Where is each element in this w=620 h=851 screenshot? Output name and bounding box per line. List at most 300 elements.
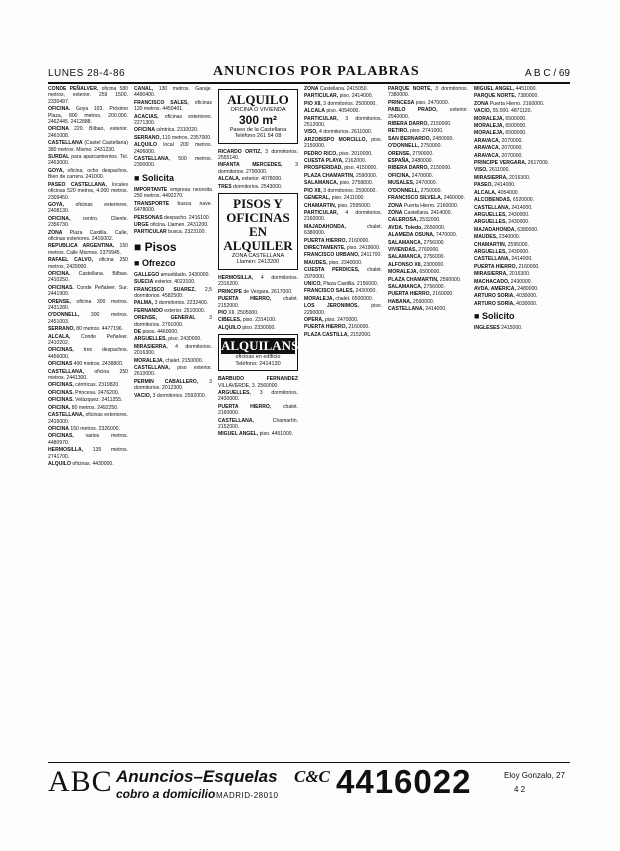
- classified-ad: [388, 291, 468, 297]
- classified-ad: [218, 376, 298, 389]
- ad-heading: ALAMEDA OSUNA,: [388, 232, 435, 239]
- ad-body: 6500000.: [504, 123, 527, 130]
- classified-ad: [474, 167, 554, 173]
- classified-ad: [304, 151, 382, 157]
- ad-body: Conde Peñalver. 2410202.: [48, 333, 128, 347]
- section-heading: ■ Solicita: [134, 173, 212, 184]
- classified-ad: [304, 195, 382, 201]
- ad-body: 4030000.: [514, 300, 538, 307]
- ad-heading: MAUDES,: [304, 259, 328, 266]
- classified-ad: [388, 151, 468, 157]
- ad-body: piso. 2470000.: [414, 99, 450, 106]
- ad-heading: SALAMANCA,: [388, 239, 423, 246]
- ad-body: 3 dormitorios. 2430000.: [218, 390, 298, 403]
- classified-ad: [48, 397, 128, 403]
- ad-body: oficina 300 metros. 2431280.: [48, 298, 128, 311]
- ad-heading: ALQUILO: [48, 460, 71, 467]
- classified-ad: [474, 86, 554, 92]
- ad-body: Velázquez. 2411255.: [73, 397, 123, 404]
- classified-ad: [304, 303, 382, 316]
- ad-heading: ZONA: [388, 202, 403, 209]
- ad-heading: SUECIA: [134, 279, 154, 286]
- ad-body: 4451000.: [514, 86, 537, 92]
- ad-heading: FRANCISCO SUAREZ,: [134, 286, 196, 293]
- ad-body: oficinas. 4430000.: [70, 460, 114, 467]
- classified-ad: [48, 285, 128, 298]
- classified-ad: [48, 106, 128, 125]
- classified-ad: [48, 347, 128, 360]
- classified-ad: [48, 257, 128, 270]
- ad-heading: MORALEJA,: [134, 357, 164, 364]
- boxed-ad-line: 300 m²: [238, 112, 278, 127]
- section-title: ANUNCIOS POR PALABRAS: [213, 64, 420, 79]
- footer-subtitle: cobro a domicilio: [116, 787, 216, 801]
- classified-ad: [388, 107, 468, 120]
- ad-body: 2590000.: [411, 298, 435, 305]
- ad-heading: SURDAL: [48, 154, 70, 161]
- ad-body: 80 metros. 2492250.: [70, 404, 119, 411]
- classified-ad: [474, 256, 554, 262]
- classified-ad: [134, 272, 212, 278]
- ad-heading: ARAVACA,: [474, 137, 501, 144]
- ad-heading: PARTICULAR,: [304, 115, 339, 122]
- ad-heading: ALCALA,: [48, 333, 71, 340]
- ad-body: 2162000.: [343, 158, 367, 165]
- classified-ad: [388, 128, 468, 134]
- ad-body: oficina 250 metros, 2429000.: [48, 257, 128, 270]
- classified-ad: [304, 86, 382, 92]
- ad-heading: TRANSPORTE: [134, 200, 170, 207]
- ad-heading: PASEO,: [474, 182, 493, 189]
- classified-ad: [474, 293, 554, 299]
- classified-ad: [304, 317, 382, 323]
- classified-ad: [474, 205, 554, 211]
- ad-body: 6520000.: [511, 197, 535, 204]
- classified-ad: [48, 230, 128, 243]
- classified-ad: [474, 130, 554, 136]
- classified-ad: [388, 143, 468, 149]
- classified-ad: [474, 301, 554, 307]
- ad-heading: OFICINAS.: [48, 284, 74, 291]
- classified-ad: [48, 140, 128, 153]
- ad-heading: OFICINAS,: [48, 347, 74, 354]
- ad-body: 2480000.: [431, 135, 454, 142]
- classified-ad: [134, 365, 212, 378]
- ad-heading: PIO: [218, 309, 227, 316]
- classified-ad: [388, 247, 468, 253]
- ad-heading: ARGUELLES,: [134, 336, 167, 343]
- ad-heading: CONDE PEÑALVER,: [48, 86, 99, 92]
- classified-ad: [388, 254, 468, 260]
- classified-ad: [48, 312, 128, 325]
- ad-body: piso. 2758800.: [338, 180, 374, 187]
- ad-body: oficinas exteriores. 2271300.: [134, 113, 212, 127]
- ad-body: Plaza Castilla. Calle, oficinas exteriores. 2416002.: [48, 229, 128, 242]
- ad-heading: MORALEJA,: [388, 269, 418, 276]
- ad-heading: INFANTA MERCEDES,: [218, 162, 283, 169]
- classified-ad: [304, 296, 382, 302]
- ad-heading: PERMIN CABALLERO,: [134, 378, 199, 385]
- classified-ad: [48, 361, 128, 367]
- ad-body: 2160000.: [347, 324, 370, 331]
- ad-heading: PUERTA HIERRO,: [304, 237, 348, 244]
- ad-heading: HABANA,: [388, 298, 412, 305]
- ad-body: 7470000.: [434, 232, 458, 239]
- ad-body: chalet. 2160000.: [218, 403, 298, 417]
- ad-heading: SALAMANCA,: [304, 180, 339, 187]
- ad-body: 4 dormitorios. 2316200.: [218, 274, 298, 288]
- classified-ad: [304, 173, 382, 179]
- ad-heading: VACIO,: [474, 108, 492, 115]
- ad-body: Plaza Castilla. 2156000.: [321, 280, 379, 287]
- ad-body: 2760000.: [416, 246, 440, 253]
- boxed-ad: [218, 193, 298, 270]
- ad-body: 2430000.: [509, 278, 533, 285]
- ad-body: 3 dormitorios. 7380000.: [388, 86, 468, 99]
- ad-body: piso. 2150000.: [304, 136, 382, 150]
- ad-heading: RAFAEL CALVO,: [48, 257, 94, 264]
- ad-heading: GOYA,: [48, 201, 64, 208]
- classified-ad: [388, 136, 468, 142]
- classified-ad: [134, 358, 212, 364]
- ad-heading: CASTELLANA,: [48, 412, 84, 419]
- ad-body: piso. 2430000.: [166, 336, 202, 343]
- ad-body: (Castel Castellana) 380 metros. Mismo. 2431230.: [48, 140, 128, 153]
- classified-ad: [134, 135, 212, 141]
- ad-body: 2480000.: [515, 285, 539, 292]
- classified-ad: [134, 279, 212, 285]
- ad-body: 2414000.: [509, 204, 533, 211]
- classified-ad: [474, 153, 554, 159]
- ad-body: 7380000.: [516, 93, 539, 100]
- classified-ad: [48, 447, 128, 460]
- ad-heading: OFICINA: [48, 425, 69, 432]
- ad-body: piso. 2330000.: [240, 324, 276, 331]
- ad-heading: MIRASIERRA,: [474, 271, 508, 278]
- ad-heading: ALFONSO XII,: [388, 261, 422, 268]
- ad-heading: DIRECTAMENTE,: [304, 244, 346, 251]
- classified-ad: [388, 121, 468, 127]
- ad-heading: ORENSE, GENERAL: [134, 315, 196, 322]
- classified-ad: [304, 224, 382, 237]
- ad-body: 2590000.: [354, 172, 378, 179]
- ad-body: exterior. 4078000.: [240, 176, 283, 183]
- classified-ad: [304, 203, 382, 209]
- ad-heading: VISO,: [304, 129, 318, 136]
- classified-ad: [134, 336, 212, 342]
- ad-heading: IMPORTANTE: [134, 186, 168, 193]
- classified-ad: [134, 156, 212, 169]
- footer-brand: C&C: [294, 767, 330, 786]
- ad-heading: PUERTA HIERRO,: [218, 296, 272, 303]
- ad-heading: OFICINA.: [48, 106, 71, 113]
- ad-heading: PUERTA HIERRO,: [218, 403, 272, 410]
- ad-body: oficina. Llamen. 2431200.: [148, 221, 209, 228]
- classified-ad: [388, 188, 468, 194]
- ad-heading: PLAZA CHAMARTIN,: [388, 276, 439, 283]
- ad-body: exterior. 2510000.: [162, 307, 206, 314]
- ad-heading: LOS JERONIMOS,: [304, 303, 359, 310]
- classified-ad: [48, 426, 128, 432]
- classified-ad: [388, 158, 468, 164]
- ad-heading: AVDA. AMERICA,: [474, 285, 516, 292]
- ad-heading: ESPAÑA,: [388, 158, 411, 165]
- ad-body: 2750000.: [419, 143, 442, 150]
- ad-body: 2756000.: [422, 239, 445, 246]
- classified-ad: [48, 202, 128, 215]
- ad-heading: CASTELLANA,: [474, 256, 510, 263]
- ad-body: Princesa. 2476200.: [73, 389, 120, 396]
- ad-body: despacho. 2416100.: [162, 214, 211, 221]
- ad-body: 300 metros. 2451003.: [48, 312, 128, 325]
- ad-heading: PALMA,: [134, 300, 154, 307]
- classified-ad: [388, 217, 468, 223]
- ad-heading: PERSONAS: [134, 214, 163, 221]
- boxed-ad-line: oficinas en edificio: [235, 354, 281, 361]
- boxed-ad-title: ALQUILO: [227, 92, 289, 107]
- ad-heading: SALAMANCA,: [388, 254, 423, 261]
- classified-ad: [218, 296, 298, 309]
- ad-heading: INGLESES: [474, 325, 500, 332]
- ad-heading: PUERTA HIERRO,: [474, 263, 518, 270]
- classified-ad: [388, 240, 468, 246]
- ad-body: Puerta Hierro. 2160000.: [402, 202, 459, 209]
- ad-body: 3 dormitorios. 2592000.: [151, 392, 207, 399]
- ad-heading: UNICO,: [304, 280, 322, 287]
- classified-ad: [48, 382, 128, 388]
- ad-body: 2150000.: [428, 165, 452, 172]
- ad-body: 80 metros. 4477196.: [74, 326, 124, 333]
- ad-body: 220. Bilbao, exterior. 2461008.: [48, 126, 128, 139]
- classified-ad: [304, 267, 382, 280]
- ad-heading: REPUBLICA ARGENTINA,: [48, 243, 115, 250]
- ad-body: pisos. 4460000.: [141, 328, 179, 335]
- ad-body: 2532000.: [418, 217, 441, 224]
- ad-heading: MIGUEL ANGEL,: [218, 431, 259, 438]
- classified-ad: [388, 232, 468, 238]
- ad-body: 2595000.: [506, 241, 529, 248]
- ad-body: Castellana. 2414000.: [402, 209, 452, 216]
- boxed-ad: [218, 334, 307, 371]
- ad-body: Goya 103. Próximo Plaza, 800 metros, 200.000. 2462445. 2412888.: [48, 106, 128, 126]
- ad-heading: PUERTA HIERRO,: [388, 291, 432, 298]
- ad-body: 2617000.: [526, 160, 550, 167]
- ad-body: piso. 4451000.: [258, 431, 294, 438]
- classified-ad: [134, 114, 212, 127]
- ad-heading: PRINCESA: [388, 99, 415, 106]
- ad-body: oficina, ocho despachos. Bien de carrera. 241000.: [48, 167, 128, 181]
- classified-ad: [474, 219, 554, 225]
- footer-title: Anuncios–Esquelas: [116, 767, 278, 786]
- ad-body: 2756000.: [422, 254, 445, 261]
- ad-body: 2152000.: [348, 331, 372, 338]
- classified-ad: [134, 215, 212, 221]
- ad-body: 2650000.: [422, 224, 446, 231]
- ad-body: céntricas. 2319820.: [73, 382, 120, 389]
- ad-body: piso. 2414000.: [338, 93, 373, 100]
- classified-ad: [134, 344, 212, 357]
- classified-ad: [474, 271, 554, 277]
- ad-heading: HERMOSILLA,: [48, 447, 84, 454]
- ad-body: 2070000.: [500, 152, 523, 159]
- ad-body: VILLAVERDE, 3. 2560000.: [218, 382, 279, 389]
- classified-ad: [48, 326, 128, 332]
- ad-heading: SALAMANCA,: [388, 283, 423, 290]
- ad-heading: PASEO CASTELLANA,: [48, 181, 107, 188]
- ad-body: 2070000.: [500, 145, 523, 152]
- ad-body: Puerta Hierro. 2160000.: [488, 100, 545, 107]
- classified-ad: [474, 138, 554, 144]
- classified-ad: [134, 287, 212, 300]
- ad-heading: PUERTA HIERRO,: [304, 324, 348, 331]
- boxed-ad-line: Llamen: 2413200: [236, 259, 280, 266]
- classified-ad: [304, 238, 382, 244]
- ad-body: XII. 2505000.: [226, 309, 259, 316]
- ad-heading: ZONA: [304, 86, 319, 92]
- ad-heading: VISO,: [474, 167, 488, 174]
- classified-ad: [388, 203, 468, 209]
- ad-heading: OFICINAS,: [48, 382, 74, 389]
- ad-body: exterior. 4023100.: [153, 279, 196, 286]
- classified-ad: [388, 299, 468, 305]
- ad-body: 4 dormitorios. 2160000.: [304, 209, 382, 223]
- classified-ad: [218, 149, 298, 162]
- classified-ad: [388, 165, 468, 171]
- ad-body: busca nave. 6478000.: [134, 200, 212, 214]
- ad-heading: ALCALA,: [218, 176, 241, 183]
- ad-body: varios metros. 4480970.: [48, 433, 128, 446]
- classified-ad: [388, 86, 468, 99]
- ad-heading: ARGUELLES,: [474, 248, 507, 255]
- ad-heading: ARGUELLES,: [474, 211, 507, 218]
- ad-heading: OFICINA: [134, 127, 155, 134]
- ad-heading: PRINCIPE: [218, 288, 243, 295]
- ad-body: 2414000.: [423, 306, 447, 313]
- ad-heading: GOYA,: [48, 167, 64, 174]
- ad-body: 2160000.: [347, 237, 370, 244]
- footer-address: Eloy Gonzalo, 27: [504, 771, 565, 780]
- ad-body: 2016300.: [507, 174, 531, 181]
- ad-body: 2340000.: [497, 234, 521, 241]
- classified-ad: [388, 262, 468, 268]
- ad-body: 2470000.: [414, 180, 437, 187]
- classified-ad: [474, 93, 554, 99]
- ad-body: 3 dormitorios. 2232400.: [153, 300, 209, 307]
- boxed-ad-line: OFICINA O VIVIENDA: [230, 107, 286, 113]
- classified-ad: [48, 154, 128, 167]
- classified-columns: [48, 86, 570, 758]
- ad-heading: MIRASIERRA,: [474, 174, 508, 181]
- ad-heading: MIRASIERRA,: [134, 343, 168, 350]
- ad-heading: PEDRO RICO,: [304, 150, 338, 157]
- ad-body: chalet. 6500000.: [334, 295, 374, 302]
- ad-body: 3 dormitorios. 2012300.: [134, 378, 212, 392]
- classified-ad: [48, 369, 128, 382]
- ad-heading: CUESTA PERDICES,: [304, 267, 360, 274]
- ad-body: 2070000.: [500, 137, 523, 144]
- ad-body: 2300000.: [421, 261, 445, 268]
- ad-body: 2470000.: [410, 172, 434, 179]
- ad-heading: URGE: [134, 221, 149, 228]
- classified-ad: [134, 300, 212, 306]
- ad-heading: SERRANO,: [48, 326, 75, 333]
- footer-banner: [48, 762, 570, 803]
- ad-heading: PIO XII,: [304, 187, 322, 194]
- classified-ad: [474, 234, 554, 240]
- classified-ad: [134, 393, 212, 399]
- classified-ad: [304, 180, 382, 186]
- ad-body: Chamartín. 2152000.: [218, 417, 298, 431]
- classified-ad: [218, 162, 298, 175]
- classified-ad: [218, 275, 298, 288]
- classified-ad: [134, 229, 212, 235]
- ad-body: 2756000.: [422, 283, 445, 290]
- abc-logo: ABC: [48, 765, 113, 798]
- boxed-ad-line: Teléfono: 2414130: [235, 360, 281, 367]
- classified-ad: [474, 101, 554, 107]
- ad-body: 2611000.: [487, 167, 510, 174]
- classified-ad: [134, 308, 212, 314]
- ad-heading: RIBERA DARRO,: [388, 121, 429, 128]
- classified-ad: [48, 461, 128, 467]
- classified-ad: [218, 431, 298, 437]
- classified-ad: [48, 271, 128, 284]
- ad-heading: RETIRO,: [388, 128, 409, 135]
- ad-heading: PARTICULAR,: [304, 93, 339, 100]
- ad-heading: PIO XII,: [304, 100, 322, 107]
- issue-date: LUNES 28-4-86: [48, 68, 126, 79]
- ad-body: céntrica. 2310020.: [154, 127, 199, 134]
- ad-heading: VIVIENDAS,: [388, 246, 417, 253]
- ad-heading: ARTURO SORIA,: [474, 293, 515, 300]
- ad-body: 2790000.: [410, 150, 434, 157]
- ad-heading: OFICINAS: [48, 361, 73, 368]
- ad-body: 150 metros. Calle Mismos. 2379945.: [48, 243, 128, 256]
- ad-heading: ARZOBISPO MORCILLO,: [304, 136, 368, 143]
- ad-heading: O'DONNELL,: [388, 143, 420, 150]
- ad-heading: GENERAL,: [304, 195, 331, 202]
- ad-body: 4054000.: [496, 189, 520, 196]
- classified-ad: [134, 201, 212, 214]
- ad-body: piso. 2010000.: [337, 150, 373, 157]
- ad-body: 2750000.: [419, 187, 442, 194]
- classified-ad: [304, 165, 382, 171]
- classified-ad: [48, 390, 128, 396]
- ad-body: 2430000.: [354, 288, 377, 295]
- ad-body: 3 dormitorios. 2555140.: [218, 148, 298, 161]
- ad-heading: CANAL,: [134, 86, 154, 92]
- classified-ad: [388, 306, 468, 312]
- ad-heading: O'DONNELL,: [48, 312, 80, 319]
- classified-ad: [304, 137, 382, 150]
- classified-ad: [218, 317, 298, 323]
- classified-ad: [134, 187, 212, 200]
- classified-ad: [218, 390, 298, 403]
- ad-heading: ALCOBENDAS,: [474, 197, 512, 204]
- ad-heading: ORENSE,: [48, 298, 71, 305]
- classified-ad: [218, 418, 298, 431]
- ad-heading: CALEROSA,: [388, 217, 418, 224]
- classified-ad: [388, 173, 468, 179]
- ad-heading: SAN BERNARDO,: [388, 135, 432, 142]
- classified-ad: [474, 116, 554, 122]
- ad-body: local 200 metros. 2406000.: [134, 142, 212, 155]
- ad-body: 2150000.: [428, 121, 452, 128]
- ad-body: piso. 2290000.: [304, 303, 382, 316]
- classified-column-3: [218, 86, 307, 758]
- ad-heading: ARTURO SORIA,: [474, 300, 515, 307]
- ad-body: 2160000.: [431, 291, 454, 298]
